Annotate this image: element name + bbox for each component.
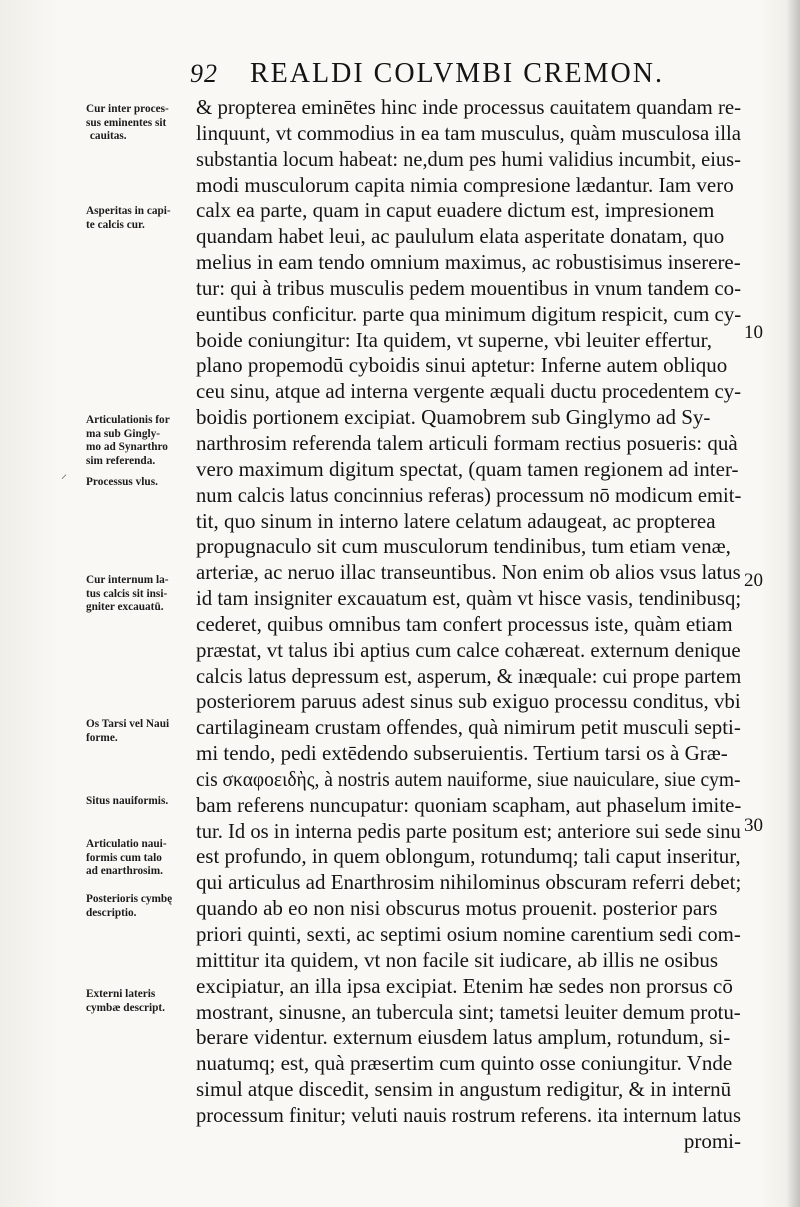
margin-note bbox=[86, 476, 194, 490]
margin-note-line: Externi lateris bbox=[86, 988, 156, 1000]
text-line: narthrosim referenda talem articuli formam rectius posueris: quà bbox=[196, 430, 738, 455]
text-line: plano propemodū cyboidis sinui aptetur: Inferne autem obliquo bbox=[196, 353, 728, 378]
margin-note-line: Articulatio naui- bbox=[86, 838, 167, 850]
margin-note-line: sim referenda. bbox=[86, 454, 156, 467]
text-line: tur. Id os in interna pedis parte positum est; anteriore sui sede sinu bbox=[196, 818, 741, 843]
text-line: quandam habet leui, ac paululum elata asperitate donatam, quo bbox=[196, 224, 725, 249]
text-line: tur: qui à tribus musculis pedem mouentibus in vnum tandem co- bbox=[196, 275, 742, 300]
page-header bbox=[190, 58, 750, 92]
margin-note bbox=[86, 574, 194, 615]
line-number: 20 bbox=[744, 570, 763, 591]
text-line: boide coniungitur: Ita quidem, vt superne, vbi leuiter effertur, bbox=[196, 327, 713, 352]
margin-note-line: Cur internum la- bbox=[86, 574, 169, 586]
margin-note bbox=[86, 718, 194, 745]
text-line: cederet, quibus omnibus tam confert processus iste, quàm etiam bbox=[196, 611, 733, 636]
text-line: nuatumq; est, quà præsertim cum quinto osse coniungitur. Vnde bbox=[196, 1051, 733, 1076]
margin-note bbox=[86, 838, 194, 879]
margin-note bbox=[86, 988, 194, 1015]
text-line: melius in eam tendo omnium maximus, ac robustisimus inserere- bbox=[196, 250, 741, 275]
margin-note-line: ma sub Gingly- bbox=[86, 427, 161, 440]
text-line: posteriorem paruus adest sinus sub exiguo processu conditus, vbi bbox=[196, 689, 741, 714]
text-line: substantia locum habeat: ne,dum pes humi validius incumbit, eius- bbox=[196, 146, 741, 171]
text-line: excipiatur, an illa ipsa excipiat. Etenim hæ sedes non prorsus cō bbox=[196, 973, 733, 998]
text-line: cartilagineam crustam offendes, quà nimirum petit musculi septi- bbox=[196, 715, 741, 740]
margin-note-line: ad enarthrosim. bbox=[86, 865, 163, 877]
stray-ink-mark: ⸍ bbox=[61, 472, 68, 486]
text-line: calcis latus depressum est, asperum, & inæquale: cui prope partem bbox=[196, 663, 742, 688]
text-line: calx ea parte, quam in caput euadere dictum est, impresionem bbox=[196, 198, 715, 223]
text-line: propugnaculo sit cum musculorum tendinibus, tum etiam venæ, bbox=[196, 534, 731, 559]
margin-note-line: cymbæ descript. bbox=[86, 1001, 166, 1014]
text-line: simul atque discedit, sensim in angustum redigitur, & in internū bbox=[196, 1077, 732, 1102]
text-line: euntibus conficitur. parte qua minimum digitum respicit, cum cy- bbox=[196, 301, 742, 326]
margin-note bbox=[86, 414, 194, 468]
margin-note-line: tus calcis sit insi- bbox=[86, 587, 168, 600]
margin-note bbox=[86, 103, 194, 144]
text-line: ceu sinu, atque ad interna vergente æquali ductu procedentem cy- bbox=[196, 379, 742, 404]
margin-note bbox=[86, 205, 194, 232]
line-number: 10 bbox=[744, 322, 763, 343]
margin-note-line: mo ad Synarthro bbox=[86, 441, 168, 453]
text-line: id tam insigniter excauatum est, quàm vt hisce vasis, tendinibusq; bbox=[196, 586, 742, 611]
text-line: berare videntur. externum eiusdem latus amplum, rotundum, si- bbox=[196, 1025, 731, 1050]
text-line: processum finitur; veluti nauis rostrum referens. ita internum latus bbox=[196, 1102, 741, 1127]
text-line: cis σκαφοειδὴς, à nostris autem nauiforme, siue nauiculare, siue cym- bbox=[196, 766, 741, 791]
text-line: mostrant, sinusne, an tubercula sint; tametsi leuiter demum protu- bbox=[196, 999, 741, 1024]
text-line: & propterea eminētes hinc inde processus cauitatem quandam re- bbox=[196, 95, 742, 119]
text-line: est profundo, in quem oblongum, rotundumq; tali caput inseritur, bbox=[196, 844, 741, 869]
margin-note-line: gniter excauatū. bbox=[86, 601, 164, 613]
text-line: tit, quo sinum in interno latere celatum adaugeat, ac propterea bbox=[196, 508, 716, 533]
margin-note-line: Os Tarsi vel Naui bbox=[86, 718, 170, 730]
margin-note-line: forme. bbox=[86, 731, 118, 744]
line-number: 30 bbox=[744, 815, 763, 836]
margin-note-line: Situs nauiformis. bbox=[86, 795, 169, 807]
text-line: arteriæ, ac neruo illac transeuntibus. Non enim ob alios vsus latus bbox=[196, 560, 741, 585]
running-head: REALDI COLVMBI CREMON. bbox=[250, 58, 664, 89]
margin-note-line: Articulationis for bbox=[86, 414, 170, 426]
text-line: boidis portionem excipiat. Quamobrem sub Ginglymo ad Sy- bbox=[196, 405, 711, 430]
margin-note bbox=[86, 893, 194, 920]
margin-note-line: cauitas. bbox=[89, 130, 127, 142]
catchword: promi- bbox=[683, 1128, 741, 1153]
margin-note-line: Processus vlus. bbox=[86, 476, 158, 488]
page-edge-shadow bbox=[786, 0, 800, 1207]
text-line: qui articulus ad Enarthrosim nihilominus obscuram referri debet; bbox=[196, 870, 742, 895]
margin-note-line: Asperitas in capi- bbox=[86, 205, 171, 217]
text-line: quando ab eo non nisi obscurus motus prouenit. posterior pars bbox=[196, 896, 718, 921]
text-line: priori quinti, sexti, ac septimi osium nomine carentium sedi com- bbox=[196, 922, 741, 946]
text-line: præstat, vt talus ibi aptius cum calce cohæreat. externum denique bbox=[196, 637, 741, 662]
margin-note-line: formis cum talo bbox=[86, 851, 162, 864]
margin-note bbox=[86, 795, 194, 809]
margin-note-line: Cur inter proces- bbox=[86, 103, 169, 115]
text-line: mittitur ita quidem, vt non facile sit iudicare, ab illis ne osibus bbox=[196, 947, 718, 972]
text-line: vero maximum digitum spectat, (quam tamen regionem ad inter- bbox=[196, 456, 739, 481]
margin-note-line: sus eminentes sit bbox=[86, 116, 167, 129]
margin-note-line: descriptio. bbox=[86, 906, 137, 919]
text-line: modi musculorum capita nimia compresione lædantur. Iam vero bbox=[196, 172, 734, 197]
page-number: 92 bbox=[190, 59, 218, 88]
main-text-block bbox=[196, 95, 741, 1155]
text-line: mi tendo, pedi extēdendo subseruientis. Tertium tarsi os à Græ- bbox=[196, 741, 728, 766]
text-line: num calcis latus concinnius referas) processum nō modicum emit- bbox=[196, 482, 742, 507]
text-line: bam referens nuncupatur: quoniam scapham, aut phaselum imite- bbox=[196, 792, 742, 817]
margin-note-line: te calcis cur. bbox=[86, 218, 145, 231]
margin-note-line: Posterioris cymbę bbox=[86, 893, 173, 905]
text-line: linquunt, vt commodius in ea tam musculus, quàm musculosa illa bbox=[196, 120, 742, 145]
